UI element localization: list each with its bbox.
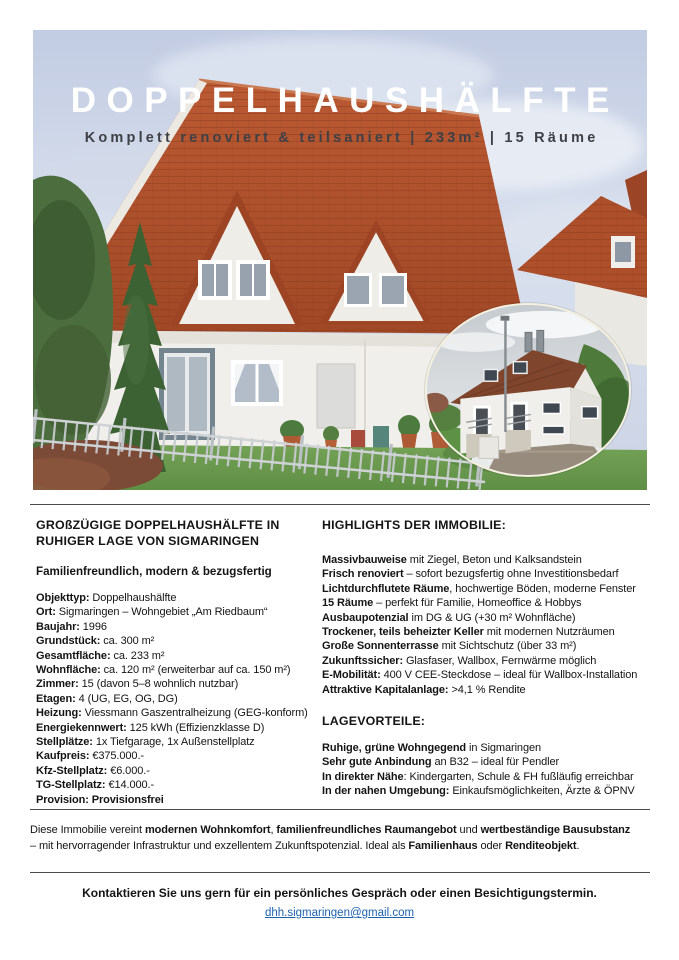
text-segment: Ruhige, grüne Wohngegend — [322, 742, 467, 755]
highlight-line — [322, 668, 652, 682]
text-segment: Wohnfläche: — [36, 664, 101, 677]
highlights-list — [322, 553, 652, 697]
window — [231, 360, 283, 406]
text-segment: Trockener, teils beheizter Keller — [322, 626, 484, 639]
text-segment: Lichtdurchflutete Räume — [322, 582, 450, 595]
highlight-line — [322, 654, 652, 668]
text-segment: Objekttyp: — [36, 592, 90, 604]
text-segment: Sigmaringen – Wohngebiet „Am Riedbaum“ — [55, 606, 268, 619]
details-section — [36, 517, 679, 809]
email-row — [0, 903, 679, 921]
summary-line — [30, 823, 649, 839]
text-segment: mit Ziegel, Beton und Kalksandstein — [406, 554, 582, 566]
right-column — [322, 517, 652, 809]
location-line — [322, 755, 652, 769]
text-segment: , hochwertige Böden, moderne Fenster — [449, 582, 636, 595]
text-segment: Etagen: — [36, 692, 76, 705]
text-segment: In direkter Nähe — [322, 770, 404, 783]
patio-door — [159, 348, 215, 440]
text-segment: Energiekennwert: — [36, 721, 127, 734]
location-list — [322, 741, 652, 799]
text-segment: ca. 300 m² — [100, 635, 155, 648]
text-segment: Gesamtfläche: — [36, 649, 111, 662]
text-segment: Doppelhaushälfte — [89, 592, 177, 604]
text-segment: in Sigmaringen — [466, 742, 541, 755]
text-segment: Kfz-Stellplatz: — [36, 764, 108, 777]
divider-top — [30, 504, 650, 505]
text-segment: Attraktive Kapitalanlage: — [322, 683, 449, 696]
highlight-line — [322, 625, 652, 639]
text-segment: €375.000.- — [89, 750, 144, 763]
text-segment: Stellplätze: — [36, 736, 93, 749]
text-segment: Zukunftssicher: — [322, 654, 404, 667]
highlight-line — [322, 582, 652, 596]
fact-line — [36, 649, 310, 663]
text-segment: Glasfaser, Wallbox, Fernwärme möglich — [403, 654, 597, 667]
text-segment: – mit hervorragender Infrastruktur und exzellentem Zukunftspotenzial. Ideal als — [30, 839, 409, 852]
summary-paragraph — [30, 823, 649, 854]
text-segment: TG-Stellplatz: — [36, 779, 106, 792]
highlight-line — [322, 553, 652, 567]
fact-line — [36, 692, 310, 706]
text-segment: 4 (UG, EG, OG, DG) — [75, 692, 178, 705]
inset-illustration — [427, 305, 629, 475]
fact-line — [36, 764, 310, 778]
text-segment: Ort: — [36, 606, 56, 619]
text-segment: : Kindergarten, Schule & FH fußläufig erreichbar — [403, 770, 634, 783]
contact-line: Kontaktieren Sie uns gern für ein persönliches Gespräch oder einen Besichtigungstermin. — [82, 886, 597, 900]
hero-text-overlay — [33, 82, 647, 146]
text-segment: Baujahr: — [36, 620, 80, 633]
summary-line — [30, 839, 649, 855]
text-segment: – sofort bezugsfertig ohne Investitionsbedarf — [403, 568, 619, 581]
highlight-line — [322, 683, 652, 697]
highlights-heading: HIGHLIGHTS DER IMMOBILIE: — [322, 518, 506, 532]
text-segment: ca. 120 m² (erweiterbar auf ca. 150 m²) — [100, 664, 291, 677]
text-segment: Renditeobjekt — [505, 839, 577, 852]
fact-line — [36, 591, 310, 605]
text-segment: Frisch renoviert — [322, 568, 404, 581]
text-segment: , — [270, 824, 277, 836]
text-segment: €6.000.- — [107, 764, 150, 777]
fact-line — [36, 663, 310, 677]
highlight-line — [322, 639, 652, 653]
text-segment: Familienhaus — [408, 839, 478, 852]
text-segment: >4,1 % Rendite — [448, 683, 526, 696]
location-line — [322, 784, 652, 798]
left-column — [36, 517, 310, 809]
text-segment: Massivbauweise — [322, 554, 407, 566]
text-segment: wertbeständige Bausubstanz — [480, 824, 631, 836]
text-segment: 1x Tiefgarage, 1x Außenstellplatz — [92, 736, 255, 749]
fact-line — [36, 749, 310, 763]
text-segment: Provisionsfrei — [88, 793, 164, 806]
divider-middle — [30, 809, 650, 810]
text-segment: im DG & UG (+30 m² Wohnfläche) — [408, 611, 576, 624]
text-segment: Große Sonnenterrasse — [322, 640, 439, 653]
text-segment: und — [456, 824, 481, 836]
text-segment: Heizung: — [36, 707, 82, 720]
fact-line — [36, 677, 310, 691]
text-segment: 125 kWh (Effizienzklasse D) — [126, 721, 265, 734]
text-segment: 15 Räume — [322, 597, 374, 610]
fact-line — [36, 706, 310, 720]
tagline: Familienfreundlich, modern & bezugsfertig — [36, 565, 272, 578]
text-segment: – perfekt für Familie, Homeoffice & Hobbys — [373, 597, 582, 610]
email-link[interactable]: dhh.sigmaringen@gmail.com — [264, 907, 415, 919]
highlight-line — [322, 567, 652, 581]
text-segment: Sehr gute Anbindung — [322, 756, 432, 769]
hero-photo — [33, 30, 647, 490]
fact-line — [36, 778, 310, 792]
text-segment: In der nahen Umgebung: — [322, 785, 450, 798]
text-segment: €14.000.- — [105, 779, 155, 792]
text-segment: Einkaufsmöglichkeiten, Ärzte & ÖPNV — [449, 785, 635, 798]
page-title: DOPPELHAUSHÄLFTE — [70, 81, 620, 120]
text-segment: E-Mobilität: — [322, 669, 381, 682]
facts-list — [36, 591, 310, 807]
fact-line — [36, 605, 310, 619]
location-heading: LAGEVORTEILE: — [322, 714, 426, 729]
fact-line — [36, 735, 310, 749]
text-segment: Viessmann Gaszentralheizung (GEG-konform) — [81, 707, 308, 720]
text-segment: 400 V CEE-Steckdose – ideal für Wallbox-Installation — [380, 669, 638, 682]
text-segment: . — [576, 839, 580, 852]
text-segment: Ausbaupotenzial — [322, 611, 409, 624]
highlight-line — [322, 611, 652, 625]
text-segment: Grundstück: — [36, 635, 101, 648]
text-segment: Kaufpreis: — [36, 750, 90, 763]
highlight-line — [322, 596, 652, 610]
privacy-panel — [317, 364, 355, 428]
text-segment: 1996 — [79, 620, 107, 633]
fact-line — [36, 721, 310, 735]
left-heading: GROßZÜGIGE DOPPELHAUSHÄLFTE IN RUHIGER LAGE VON SIGMARINGEN — [36, 518, 280, 548]
page-subtitle: Komplett renoviert & teilsaniert | 233m² | 15 Räume — [84, 129, 599, 146]
fact-line — [36, 634, 310, 648]
location-line — [322, 770, 652, 784]
divider-bottom — [30, 872, 650, 873]
text-segment: modernen Wohnkomfort — [144, 824, 271, 836]
text-segment: mit Sichtschutz (über 33 m²) — [438, 640, 577, 653]
text-segment: familienfreundliches Raumangebot — [276, 824, 457, 836]
text-segment: ca. 233 m² — [110, 649, 165, 662]
fact-line — [36, 620, 310, 634]
fact-line — [36, 793, 310, 807]
text-segment: mit modernen Nutzräumen — [483, 626, 615, 639]
text-segment: an B32 – ideal für Pendler — [431, 756, 560, 769]
location-line — [322, 741, 652, 755]
text-segment: 15 (davon 5–8 wohnlich nutzbar) — [78, 678, 239, 691]
inset-photo — [425, 303, 631, 477]
text-segment: Zimmer: — [36, 678, 79, 691]
text-segment: oder — [477, 839, 506, 852]
text-segment: Provision: — [36, 793, 89, 806]
text-segment: Diese Immobilie vereint — [30, 824, 145, 836]
